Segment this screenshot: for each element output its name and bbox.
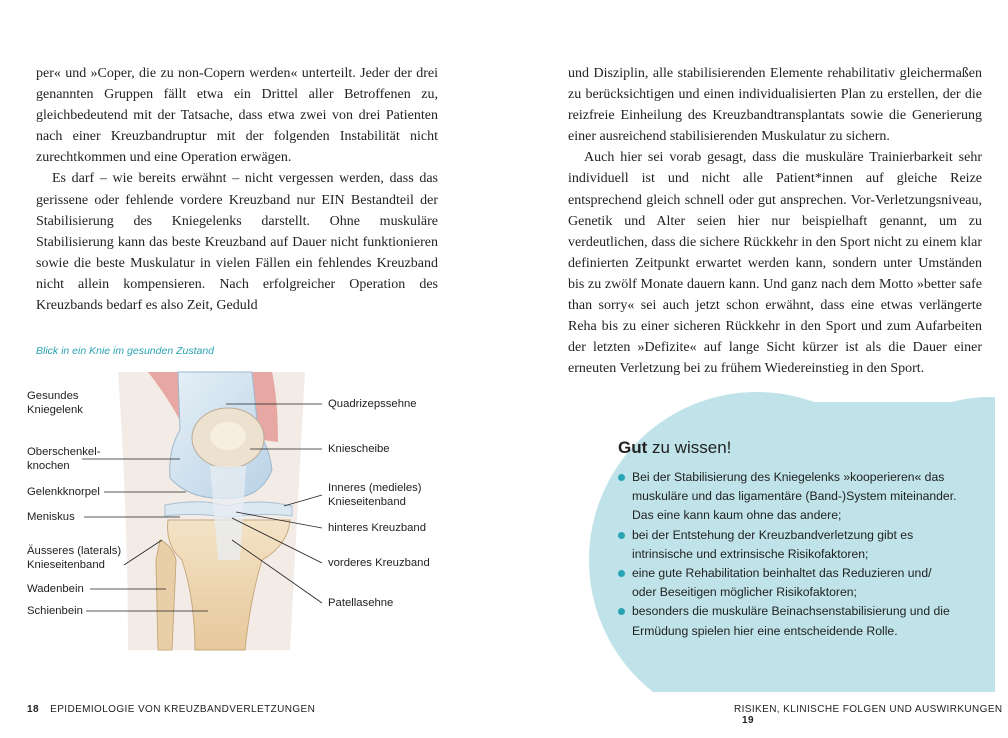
label-inneres-knieseitenband: Inneres (medieles) Knieseitenband [328, 482, 422, 508]
right-paragraph-2: Auch hier sei vorab gesagt, dass die muskuläre Trainierbarkeit sehr individuell ist und nicht alle Patient*innen auf gleiche Reize entsprechend gleich schnell oder gut ansprechen. Vor-Verletzungsniveau, Genetik und Alter seien hier nur beispielhaft genannt, um zu verdeutlichen, dass die sichere Rückkehr in den Sport nicht zu einem klar definierten Zeitpunkt erwartet werden kann, sondern unter Umständen bis zu zwölf Monate dauern kann. Und ganz nach dem Motto »better safe than sorry« sei auch jetzt schon erwähnt, dass eine etwas verlängerte Reha bis zu einer sicheren Rückkehr in den Sport und zum Aufarbeiten der letzten »Defizite« auf lange Sicht kürzer ist als die Dauer einer erneuten Verletzung bei zu frühem Wiedereinstieg in den Sport. [568, 150, 982, 377]
label-hinteres-kreuzband: hinteres Kreuzband [328, 522, 426, 534]
left-body-text [36, 63, 438, 316]
label-vorderes-kreuzband: vorderes Kreuzband [328, 557, 430, 569]
right-paragraph-1: und Disziplin, alle stabilisierenden Elemente rehabilitativ gleichermaßen zu berücksichtigen und einen individualisierten Plan zu erstellen, der die reizfreie Einheilung des Kreuzbandtransplantats sowie die Generierung einer ausreichend stabilisierenden Muskulatur zu sichern. [568, 66, 982, 145]
label-oberschenkelknochen: Oberschenkel- knochen [27, 446, 101, 472]
label-schienbein: Schienbein [27, 605, 83, 617]
label-meniskus: Meniskus [27, 511, 75, 523]
left-paragraph-2: Es darf – wie bereits erwähnt – nicht vergessen werden, dass das gerissene oder fehlende vordere Kreuzband nur EIN Bestandteil der Stabilisierung des Kniegelenks darstellt. Ohne muskuläre Stabilisierung kann das beste Kreuzband auf Dauer nicht funktionieren sowie die beste Muskulatur in vielen Fällen ein fehlendes Kreuzband nicht allein kompensieren. Nach erfolgreicher Operation des Kreuzbands bedarf es also Zeit, Geduld [36, 171, 438, 314]
label-quadrizepssehne: Quadrizepssehne [328, 398, 417, 410]
bullet-icon [618, 608, 625, 615]
bullet-icon [618, 474, 625, 481]
figure-caption: Blick in ein Knie im gesunden Zustand [36, 345, 215, 357]
right-footer [734, 704, 1008, 726]
info-box-title: Gut zu wissen! [618, 438, 732, 457]
info-box-item: bei der Entstehung der Kreuzbandverletzung gibt es intrinsische und extrinsische Risikofaktoren; [618, 526, 958, 564]
label-kniescheibe: Kniescheibe [328, 443, 390, 455]
label-aeusseres-knieseitenband: Äusseres (laterals) Knieseitenband [27, 545, 122, 571]
info-box-list [618, 468, 958, 641]
label-gelenkknorpel: Gelenkknorpel [27, 486, 100, 498]
left-paragraph-1: per« und »Coper, die zu non-Copern werden« unterteilt. Jeder der drei genannten Gruppen fällt etwa ein Drittel aller Betroffenen zu, gleichbedeutend mit der Tatsache, dass etwa zwei von drei Patienten nach einer Kreuzbandruptur mit der folgenden Instabilität nicht zurechtkommen und eine Operation erwägen. [36, 66, 438, 166]
right-running-head: RISIKEN, KLINISCHE FOLGEN UND AUSWIRKUNGEN [734, 704, 1003, 715]
label-gesundes-kniegelenk: Gesundes Kniegelenk [27, 390, 83, 416]
right-page-number: 19 [742, 715, 754, 726]
left-footer [27, 704, 315, 715]
info-box-item: eine gute Rehabilitation beinhaltet das Reduzieren und/ oder Beseitigen möglicher Risikofaktoren; [618, 564, 958, 602]
bullet-icon [618, 532, 625, 539]
label-patellasehne: Patellasehne [328, 597, 394, 609]
right-body-text [568, 63, 982, 379]
left-page-number: 18 [27, 704, 39, 715]
bullet-icon [618, 570, 625, 577]
info-box-item: besonders die muskuläre Beinachsenstabilisierung und die Ermüdung spielen hier eine entscheidende Rolle. [618, 602, 958, 640]
label-wadenbein: Wadenbein [27, 583, 84, 595]
left-running-head: EPIDEMIOLOGIE VON KREUZBANDVERLETZUNGEN [50, 704, 316, 715]
info-box-item: Bei der Stabilisierung des Kniegelenks »kooperieren« das muskuläre und das ligamentäre (Band-)System miteinander. Das eine kann kaum ohne das andere; [618, 468, 958, 526]
